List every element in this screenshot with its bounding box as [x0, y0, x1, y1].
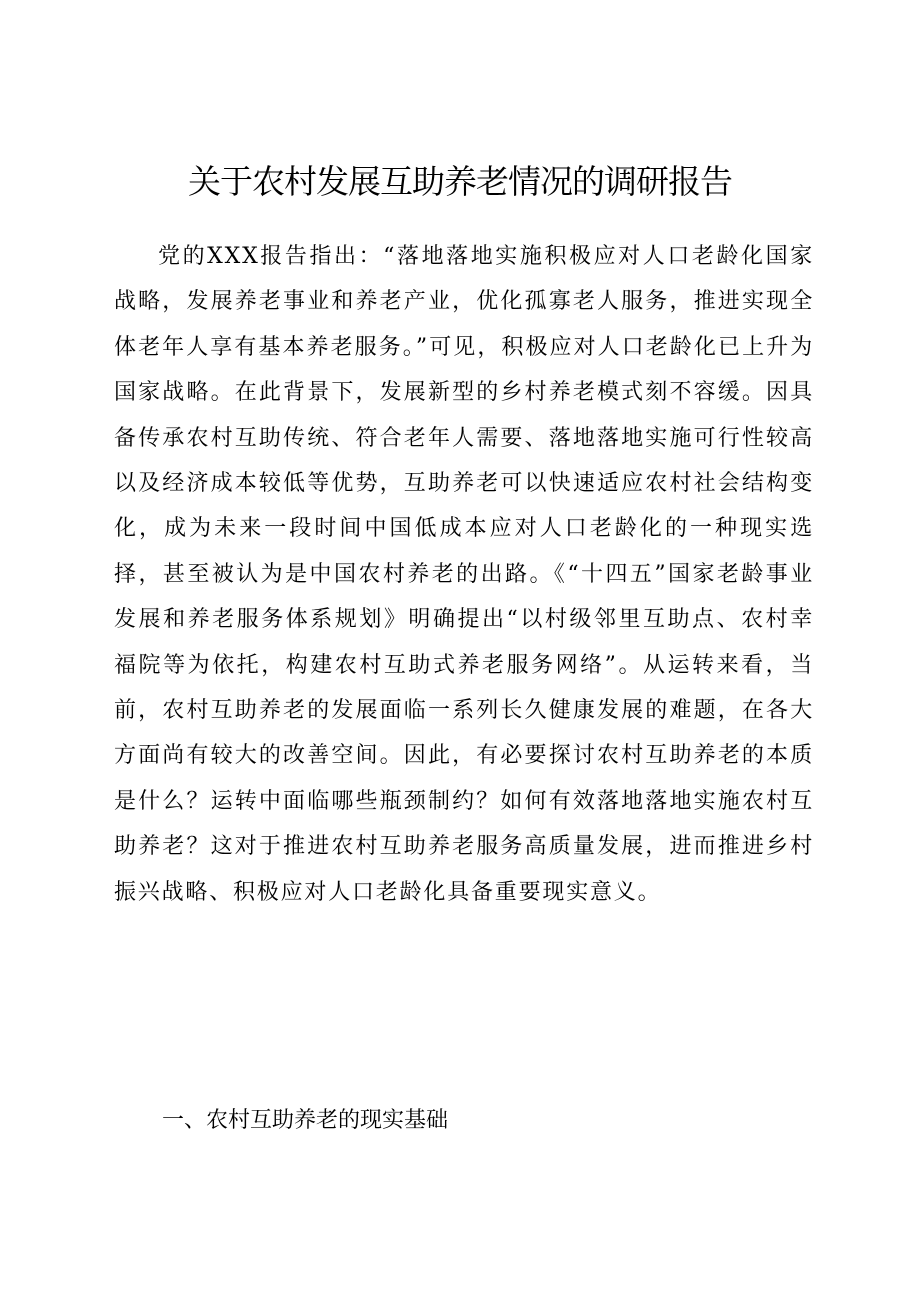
intro-paragraph: 党的XXX报告指出：“落地落地实施积极应对人口老龄化国家战略，发展养老事业和养老产业，优化孤寡老人服务，推进实现全体老年人享有基本养老服务。”可见，积极应对人口老龄化已上升为国家战略。在此背景下，发展新型的乡村养老模式刻不容缓。因具备传承农村互助传统、符合老年人需要、落地落地实施可行性较高以及经济成本较低等优势，互助养老可以快速适应农村社会结构变化，成为未来一段时间中国低成本应对人口老龄化的一种现实选择，甚至被认为是中国农村养老的出路。《“十四五”国家老龄事业发展和养老服务体系规划》明确提出“以村级邻里互助点、农村幸福院等为依托，构建农村互助式养老服务网络”。从运转来看，当前，农村互助养老的发展面临一系列长久健康发展的难题，在各大方面尚有较大的改善空间。因此，有必要探讨农村互助养老的本质是什么？运转中面临哪些瓶颈制约？如何有效落地落地实施农村互助养老？这对于推进农村互助养老服务高质量发展，进而推进乡村振兴战略、积极应对人口老龄化具备重要现实意义。 — [114, 244, 814, 905]
document-title: 关于农村发展互助养老情况的调研报告 — [188, 162, 732, 201]
section-heading: 一、农村互助养老的现实基础 — [162, 1108, 449, 1133]
